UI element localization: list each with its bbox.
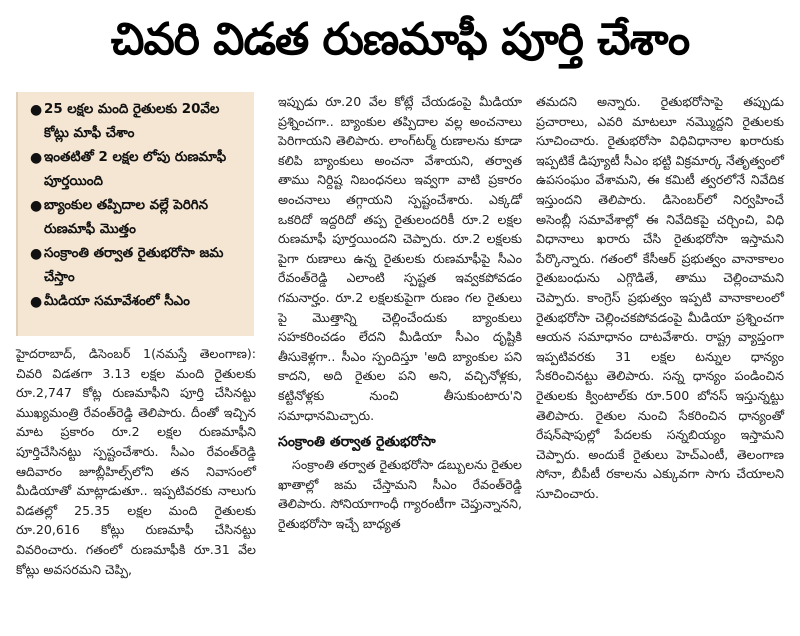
bullet-icon: ● bbox=[30, 102, 43, 118]
bullet-icon: ● bbox=[30, 198, 43, 214]
highlight-item bbox=[30, 290, 246, 314]
article-paragraph: సంక్రాంతి తర్వాత రైతుభరోసా డబ్బులను రైతుల ఖాతాల్లో జమ చేస్తామని సీఎం రేవంత్‌రెడ్డి తెలిపారు. సోనియాగాంధీ గ్యారంటీగా చెప్తున్నానని, రైతుభరోసా ఇచ్చే బాధ్యత bbox=[278, 457, 522, 531]
bullet-icon: ● bbox=[30, 294, 43, 310]
highlight-item bbox=[30, 98, 246, 146]
article-paragraph: హైదరాబాద్, డిసెంబర్ 1(నమస్తే తెలంగాణ): చివరి విడతగా 3.13 లక్షల మంది రైతులకు రూ.2,747 కోట్ల రుణమాఫీని పూర్తి చేసినట్టు ముఖ్యమంత్రి రేవంత్‌రెడ్డి తెలిపారు. దీంతో ఇచ్చిన మాట ప్రకారం రూ.2 లక్షల రుణమాఫీని పూర్తిచేసినట్టు స్పష్టంచేశారు. సీఎం రేవంత్‌రెడ్డి ఆదివారం జూబ్లీహిల్స్‌లోని తన నివాసంలో మీడియాతో మాట్లాడుతూ.. ఇప్పటివరకు నాలుగు విడతల్లో 25.35 లక్షల మంది రైతులకు రూ.20,616 కోట్లు రుణమాఫీ చేసినట్టు వివరించారు. గతంలో రుణమాఫీకి రూ.31 వేల కోట్లు అవసరమని చెప్పి, bbox=[16, 346, 256, 577]
bullet-icon: ● bbox=[30, 150, 43, 166]
highlight-text: 25 లక్షల మంది రైతులకు 20వేల కోట్లు మాఫీ చేశాం bbox=[44, 102, 220, 141]
highlight-item bbox=[30, 242, 246, 290]
article-column-1 bbox=[16, 344, 256, 579]
article-column-3 bbox=[536, 92, 784, 503]
highlight-item bbox=[30, 194, 246, 242]
article-paragraph: ఇప్పుడు రూ.20 వేల కోట్లే చేయడంపై మీడియా ప్రశ్నించగా.. బ్యాంకుల తప్పిదాల వల్ల అంచనాలు పెరిగాయని తెలిపారు. లాంగ్‌టర్మ్ రుణాలను కూడా కలిపి బ్యాంకులు అంచనా వేశాయని, తర్వాత తాము నిర్దిష్ట నిబంధనలు ఇవ్వగా వాటి ప్రకారం అంచనాలు తగ్గాయని స్పష్టంచేశారు. ఎక్కడో ఒకరిదో ఇద్దరిదో తప్ప రైతులందరికీ రూ.2 లక్షల రుణమాఫీ పూర్తయిందని చెప్పారు. రూ.2 లక్షలకు పైగా రుణాలు ఉన్న రైతులకు రుణమాఫీపై సీఎం రేవంత్‌రెడ్డి ఎలాంటి స్పష్టత ఇవ్వకపోవడం గమనార్హం. రూ.2 లక్షలకుపైగా రుణం గల రైతులు పై మొత్తాన్ని చెల్లించేందుకు బ్యాంకులు సహకరించడం లేదని మీడియా సీఎం దృష్టికి తీసుకెళ్లగా.. సీఎం స్పందిస్తూ 'అది బ్యాంకుల పని కాదని, అది రైతుల పని అని, వచ్చినోళ్లకు, కట్టినోళ్లకు నుంచి తీసుకుంటారు'ని సమాధానమిచ్చారు. bbox=[278, 94, 522, 423]
headline: చివరి విడత రుణమాఫీ పూర్తి చేశాం bbox=[110, 14, 690, 65]
highlight-text: సంక్రాంతి తర్వాత రైతుభరోసా జమ చేస్తాం bbox=[44, 246, 224, 285]
bullet-icon: ● bbox=[30, 246, 43, 262]
highlight-text: బ్యాంకుల తప్పిదాల వల్లే పెరిగిన రుణమాఫీ మొత్తం bbox=[44, 198, 208, 237]
article-column-2 bbox=[278, 92, 522, 533]
highlight-text: మీడియా సమావేశంలో సీఎం bbox=[44, 294, 190, 309]
highlight-text: ఇంతటితో 2 లక్షల లోపు రుణమాఫీ పూర్తయింది bbox=[44, 150, 227, 189]
section-subheading: సంక్రాంతి తర్వాత రైతుభరోసా bbox=[278, 434, 436, 451]
article-paragraph: తమదని అన్నారు. రైతుభరోసాపై తప్పుడు ప్రచారాలు, ఎవరి మాటలూ నమ్మొద్దని రైతులకు సూచించారు. రైతుభరోసా విధివిధానాల ఖరారుకు ఇప్పటికే డిప్యూటీ సీఎం భట్టి విక్రమార్క నేతృత్వంలో ఉపసంఘం వేశామని, ఈ కమిటీ త్వరలోనే నివేదిక ఇస్తుందని తెలిపారు. డిసెంబర్‌లో నిర్వహించే అసెంబ్లీ సమావేశాల్లో ఈ నివేదికపై చర్చించి, విధి విధానాలు ఖరారు చేసి రైతుభరోసా ఇస్తామని పేర్కొన్నారు. గతంలో కేసీఆర్ ప్రభుత్వం వానాకాలం రైతుబంధును ఎగ్గొడితే, తాము చెల్లించామని చెప్పారు. కాంగ్రెస్ ప్రభుత్వం ఇప్పటి వానాకాలంలో రైతుభరోసా చెల్లించకపోవడంపై మీడియా ప్రశ్నించగా ఆయన సమాధానం దాటవేశారు. రాష్ట్ర వ్యాప్తంగా ఇప్పటివరకు 31 లక్షల టన్నుల ధాన్యం సేకరించినట్టు తెలిపారు. సన్న ధాన్యం పండించిన రైతులకు క్వింటాల్‌కు రూ.500 బోనస్ ఇస్తున్నట్టు తెలిపారు. రైతుల నుంచి సేకరించిన ధాన్యంతో రేషన్‌షాపుల్లో పేదలకు సన్నబియ్యం ఇస్తామని చెప్పారు. అందుకే రైతులు హెచ్‌ఎంటీ, తెలంగాణ సోనా, బీపీటీ రకాలను ఎక్కువగా సాగు చేయాలని సూచించారు. bbox=[536, 94, 784, 501]
highlight-item bbox=[30, 146, 246, 194]
highlights-box bbox=[16, 92, 254, 336]
